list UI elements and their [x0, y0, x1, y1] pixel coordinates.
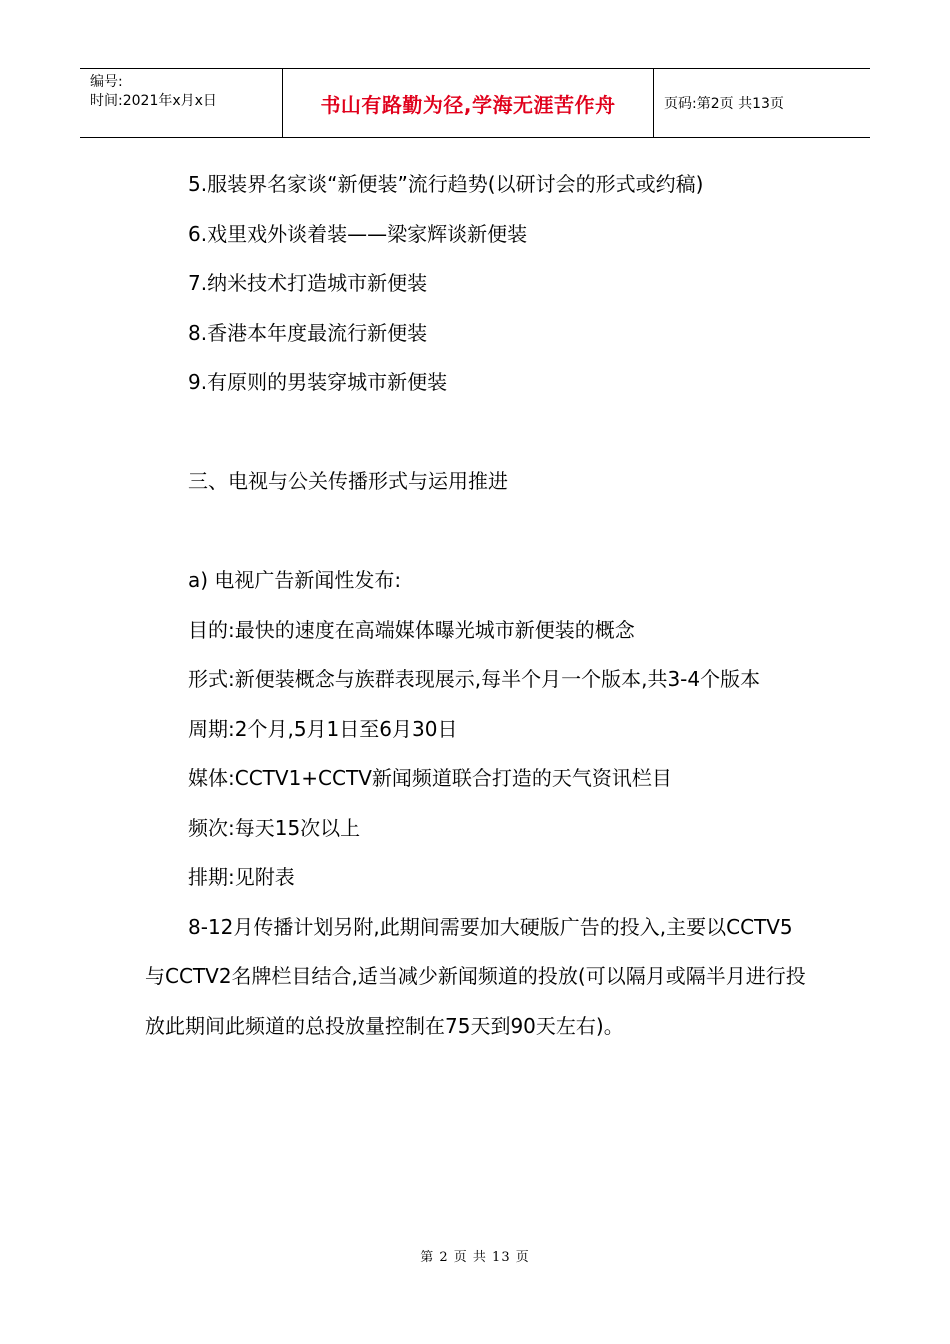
paragraph: 7.纳米技术打造城市新便装 — [188, 271, 428, 295]
paragraph: 8-12月传播计划另附,此期间需要加大硬版广告的投入,主要以CCTV5与CCTV2名牌栏目结合,适当减少新闻频道的投放(可以隔月或隔半月进行投放此期间此频道的总投放量控制在75天到90天左右)。 — [145, 914, 806, 1038]
paragraph: 形式:新便装概念与族群表现展示,每半个月一个版本,共3-4个版本 — [188, 667, 761, 691]
number-label: 编号: — [90, 74, 123, 90]
page-footer: 第 2 页 共 13 页 — [420, 1250, 530, 1265]
paragraph: 排期:见附表 — [188, 865, 295, 889]
blank-line — [145, 408, 810, 458]
paragraph: 目的:最快的速度在高端媒体曝光城市新便装的概念 — [188, 617, 635, 642]
paragraph: 6.戏里戏外谈着装——梁家辉谈新便装 — [188, 221, 528, 246]
document-body — [145, 160, 810, 1051]
paragraph: 5.服装界名家谈“新便装”流行趋势(以研讨会的形式或约稿) — [188, 172, 704, 196]
paragraph: 频次:每天15次以上 — [188, 815, 361, 840]
section-heading: 三、电视与公关传播形式与运用推进 — [188, 469, 508, 493]
document-header — [80, 68, 870, 138]
time-label: 时间:2021年x月x日 — [90, 93, 217, 109]
subsection-heading: a) 电视广告新闻性发布: — [188, 568, 402, 592]
paragraph: 8.香港本年度最流行新便装 — [188, 320, 428, 345]
paragraph: 9.有原则的男装穿城市新便装 — [188, 370, 448, 394]
paragraph: 周期:2个月,5月1日至6月30日 — [188, 716, 458, 741]
header-meta — [80, 69, 282, 137]
header-page-label: 页码:第2页 共13页 — [664, 96, 784, 112]
blank-line — [145, 507, 810, 557]
paragraph: 媒体:CCTV1+CCTV新闻频道联合打造的天气资讯栏目 — [188, 766, 672, 790]
header-motto: 书山有路勤为径,学海无涯苦作舟 — [282, 69, 654, 137]
